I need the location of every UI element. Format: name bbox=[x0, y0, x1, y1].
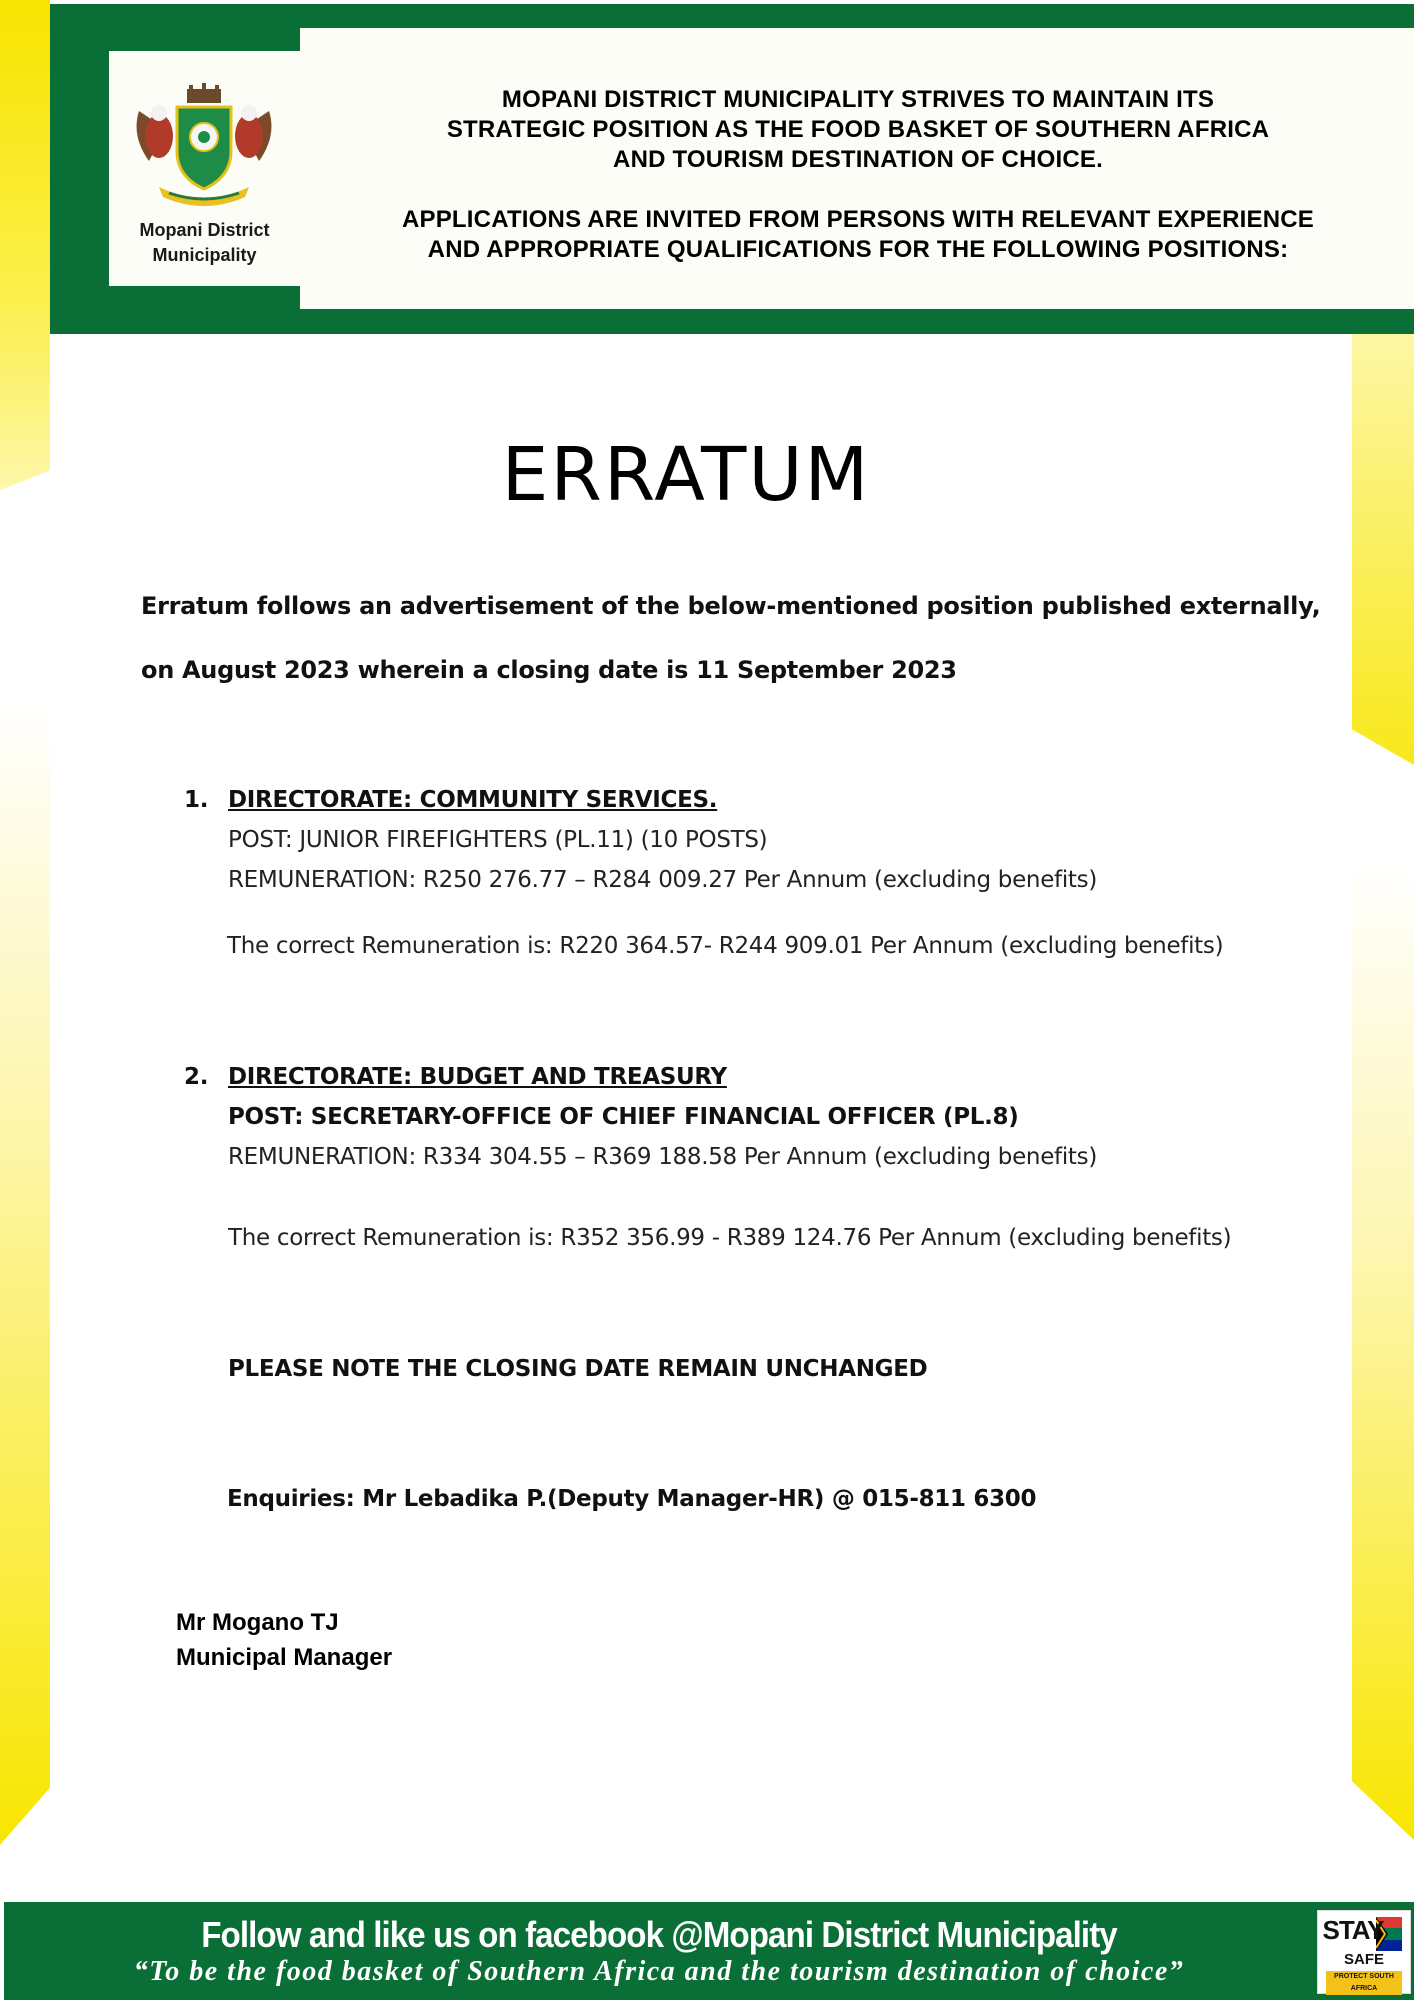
stay-safe-badge bbox=[1317, 1910, 1411, 1994]
mission-line-1: MOPANI DISTRICT MUNICIPALITY STRIVES TO MAINTAIN ITS bbox=[501, 86, 1215, 113]
enquiries-text: Enquiries: Mr Lebadika P.(Deputy Manager-HR) @ 015-811 6300 bbox=[227, 1486, 1037, 1512]
mission-line-3: AND TOURISM DESTINATION OF CHOICE. bbox=[613, 146, 1103, 173]
position-1-correct-remuneration: The correct Remuneration is: R220 364.57- R244 909.01 Per Annum (excluding benefits) bbox=[227, 933, 1224, 959]
header-banner bbox=[50, 4, 1414, 334]
intro-line-2: on August 2023 wherein a closing date is 11 September 2023 bbox=[141, 656, 957, 684]
invite-line-2: AND APPROPRIATE QUALIFICATIONS FOR THE FOLLOWING POSITIONS: bbox=[427, 236, 1289, 263]
position-1-post: POST: JUNIOR FIREFIGHTERS (PL.11) (10 POSTS) bbox=[228, 827, 768, 853]
position-2-directorate: DIRECTORATE: BUDGET AND TREASURY bbox=[228, 1064, 727, 1090]
mission-line-2: STRATEGIC POSITION AS THE FOOD BASKET OF SOUTHERN AFRICA bbox=[446, 116, 1270, 143]
footer-banner bbox=[4, 1902, 1414, 2000]
stay-safe-line2: SAFE bbox=[1343, 1951, 1384, 1968]
stay-safe-line3: PROTECT SOUTH AFRICA bbox=[1326, 1971, 1402, 1995]
footer-facebook-text: Follow and like us on facebook @Mopani District Municipality bbox=[201, 1914, 1117, 1955]
page-title: ERRATUM bbox=[501, 432, 871, 518]
logo-caption-line2: Municipality bbox=[152, 245, 257, 265]
header-text-box bbox=[300, 28, 1414, 309]
municipal-crest-icon bbox=[129, 81, 279, 209]
signatory-title: Municipal Manager bbox=[176, 1644, 393, 1671]
closing-date-note: PLEASE NOTE THE CLOSING DATE REMAIN UNCHANGED bbox=[228, 1356, 928, 1382]
position-1-directorate: DIRECTORATE: COMMUNITY SERVICES. bbox=[228, 787, 718, 813]
invite-line-1: APPLICATIONS ARE INVITED FROM PERSONS WITH RELEVANT EXPERIENCE bbox=[401, 206, 1315, 233]
logo-box bbox=[109, 51, 300, 286]
signatory-name: Mr Mogano TJ bbox=[176, 1609, 339, 1636]
position-2-correct-remuneration: The correct Remuneration is: R352 356.99 - R389 124.76 Per Annum (excluding benefits) bbox=[228, 1225, 1232, 1251]
position-1-remuneration: REMUNERATION: R250 276.77 – R284 009.27 Per Annum (excluding benefits) bbox=[228, 867, 1098, 893]
logo-caption bbox=[109, 218, 300, 268]
right-yellow-ribbon-bottom bbox=[1352, 860, 1414, 1840]
intro-line-1: Erratum follows an advertisement of the below-mentioned position published externally, bbox=[141, 592, 1321, 620]
position-1-number: 1. bbox=[184, 787, 209, 813]
logo-caption-line1: Mopani District bbox=[139, 220, 270, 240]
position-2-remuneration: REMUNERATION: R334 304.55 – R369 188.58 Per Annum (excluding benefits) bbox=[228, 1144, 1098, 1170]
right-yellow-ribbon-top bbox=[1352, 320, 1414, 765]
position-2-number: 2. bbox=[184, 1064, 209, 1090]
left-yellow-ribbon-top bbox=[0, 0, 50, 490]
stay-safe-line1: STAY bbox=[1322, 1915, 1384, 1945]
left-yellow-ribbon-bottom bbox=[0, 700, 50, 1845]
footer-motto: “To be the food basket of Southern Africa and the tourism destination of choice” bbox=[133, 1956, 1185, 1987]
position-2-post: POST: SECRETARY-OFFICE OF CHIEF FINANCIAL OFFICER (PL.8) bbox=[228, 1104, 1019, 1130]
